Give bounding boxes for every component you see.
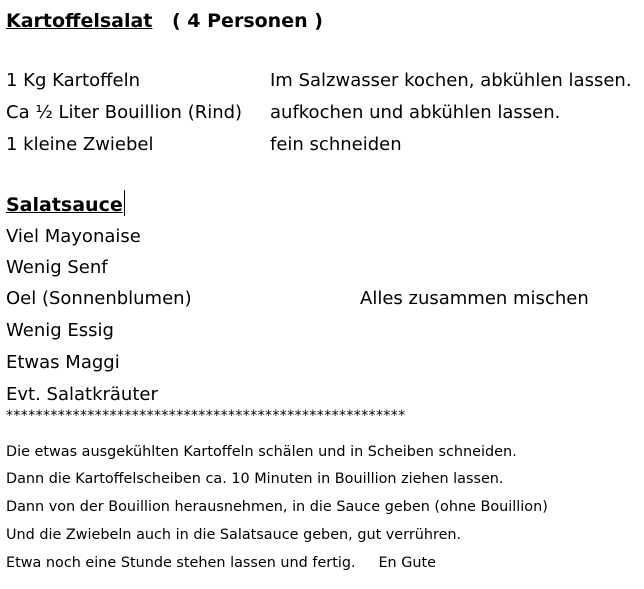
instruction-line: Etwa noch eine Stunde stehen lassen und fertig. En Gute [6, 555, 436, 571]
ingredient-item: 1 Kg Kartoffeln [6, 70, 140, 91]
recipe-servings: ( 4 Personen ) [172, 10, 323, 32]
sauce-item: Etwas Maggi [6, 352, 120, 373]
instruction-line: Und die Zwiebeln auch in die Salatsauce geben, gut verrühren. [6, 527, 462, 543]
text-cursor [124, 190, 125, 216]
ingredient-step: Im Salzwasser kochen, abkühlen lassen. [270, 70, 632, 91]
instruction-line: Die etwas ausgekühlten Kartoffeln schälen und in Scheiben schneiden. [6, 444, 517, 460]
ingredient-step: fein schneiden [270, 134, 402, 155]
sauce-item: Evt. Salatkräuter [6, 384, 158, 405]
star-separator: ****************************************************** [6, 408, 406, 424]
sauce-item: Oel (Sonnenblumen) [6, 288, 192, 309]
ingredient-step: aufkochen und abkühlen lassen. [270, 102, 561, 123]
sauce-item: Viel Mayonaise [6, 226, 141, 247]
sauce-heading-text: Salatsauce [6, 194, 123, 216]
ingredient-item: 1 kleine Zwiebel [6, 134, 154, 155]
instruction-line: Dann von der Bouillion herausnehmen, in die Sauce geben (ohne Bouillion) [6, 499, 548, 515]
sauce-item: Wenig Senf [6, 257, 108, 278]
sauce-item: Wenig Essig [6, 320, 114, 341]
recipe-title-text: Kartoffelsalat [6, 10, 153, 32]
ingredient-item: Ca ½ Liter Bouillion (Rind) [6, 102, 243, 123]
recipe-title [6, 10, 152, 32]
instruction-line: Dann die Kartoffelscheiben ca. 10 Minuten in Bouillion ziehen lassen. [6, 471, 504, 487]
sauce-note: Alles zusammen mischen [360, 288, 589, 309]
sauce-heading[interactable] [6, 190, 125, 216]
